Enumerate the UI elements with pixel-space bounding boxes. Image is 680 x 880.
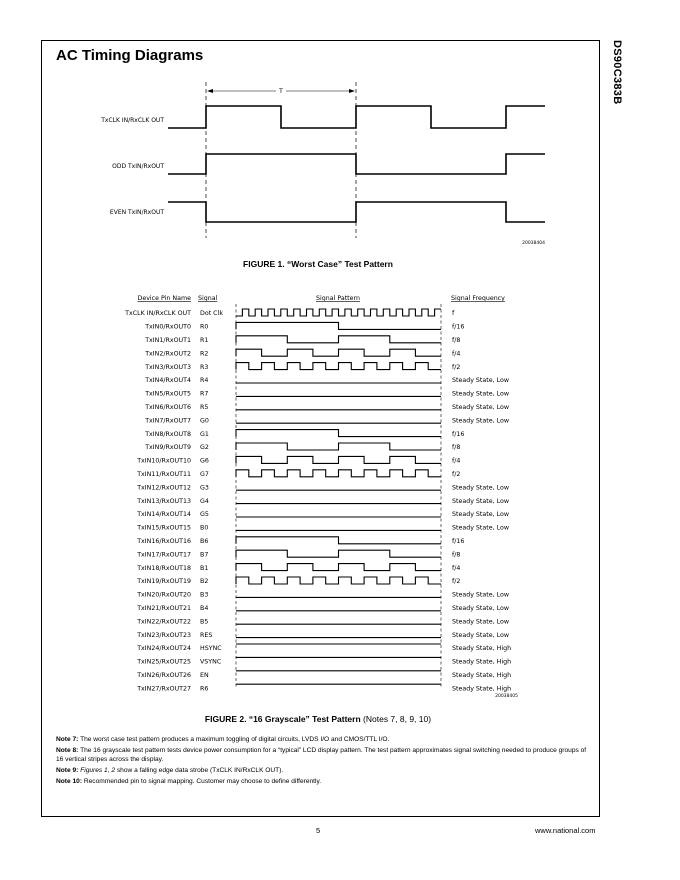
fig1-period-label: T [279, 88, 283, 95]
fig2-signal-name: R4 [200, 377, 209, 385]
fig2-signal-name: G7 [200, 471, 209, 478]
fig2-pin-name: TxIN25/RxOUT25 [137, 658, 191, 666]
fig2-signal-frequency: Steady State, Low [452, 605, 509, 612]
fig2-signal-name: B0 [200, 524, 209, 532]
fig2-pin-name: TxIN11/RxOUT11 [137, 471, 191, 478]
fig2-signal-name: R6 [200, 685, 209, 693]
fig2-signal-name: R0 [200, 323, 209, 331]
fig2-signal-frequency: Steady State, High [452, 645, 512, 653]
fig2-header-freq: Signal Frequency [451, 295, 505, 302]
fig2-signal-frequency: Steady State, High [452, 658, 512, 666]
fig2-pin-name: TxIN2/RxOUT2 [145, 350, 191, 358]
fig2-waveform [236, 443, 441, 450]
fig2-waveform [236, 363, 441, 370]
fig2-signal-frequency: Steady State, Low [452, 618, 509, 626]
fig2-signal-name: R1 [200, 337, 209, 344]
fig2-signal-name: G4 [200, 497, 209, 505]
fig2-signal-frequency: f/8 [452, 551, 461, 559]
note-9: Note 9: Figures 1, 2 show a falling edge data strobe (TxCLK IN/RxCLK OUT). [56, 767, 284, 774]
fig2-signal-name: G6 [200, 457, 209, 465]
fig2-waveform [236, 430, 441, 437]
fig2-waveform [236, 550, 441, 557]
fig2-signal-name: B6 [200, 538, 209, 545]
fig2-signal-name: B4 [200, 605, 209, 612]
fig2-signal-name: G3 [200, 484, 209, 492]
fig2-waveform [236, 349, 441, 356]
fig2-signal-frequency: Steady State, Low [452, 497, 509, 505]
fig1-signal-label: TxCLK IN/RxCLK OUT [101, 117, 164, 124]
fig2-pin-name: TxIN0/RxOUT0 [145, 323, 191, 331]
fig2-pin-name: TxIN13/RxOUT13 [137, 497, 191, 505]
fig2-signal-frequency: Steady State, Low [452, 377, 509, 385]
fig2-signal-frequency: Steady State, Low [452, 390, 509, 398]
fig2-pin-name: TxIN5/RxOUT5 [145, 390, 191, 398]
fig2-waveform [236, 577, 441, 584]
fig2-signal-name: HSYNC [200, 645, 222, 653]
fig2-pin-name: TxIN6/RxOUT6 [145, 404, 191, 411]
fig2-pin-name: TxIN21/RxOUT21 [137, 605, 191, 612]
fig2-pin-name: TxIN19/RxOUT19 [137, 578, 191, 586]
fig2-pin-name: TxIN4/RxOUT4 [145, 377, 191, 385]
fig2-pin-name: TxIN12/RxOUT12 [137, 484, 191, 492]
fig2-pin-name: TxIN24/RxOUT24 [137, 645, 191, 653]
fig2-waveform [236, 564, 441, 571]
fig2-pin-name: TxIN18/RxOUT18 [137, 564, 191, 572]
fig2-pin-name: TxIN23/RxOUT23 [137, 631, 191, 639]
fig2-signal-frequency: f/2 [452, 363, 461, 371]
fig2-signal-frequency: Steady State, Low [452, 417, 509, 425]
fig2-signal-name: B3 [200, 591, 209, 599]
fig2-signal-name: B5 [200, 618, 209, 626]
fig2-header-signal: Signal [198, 295, 218, 302]
figure1-caption-text: FIGURE 1. “Worst Case” Test Pattern [243, 259, 393, 269]
fig2-waveform [236, 470, 441, 477]
fig2-signal-frequency: f/4 [452, 457, 461, 465]
page-title: AC Timing Diagrams [56, 47, 204, 64]
fig2-header-pin: Device Pin Name [137, 295, 191, 302]
fig2-pin-name: TxIN20/RxOUT20 [137, 591, 191, 599]
fig2-ref-id: 20038405 [495, 694, 518, 699]
fig2-signal-frequency: Steady State, Low [452, 524, 509, 532]
fig2-signal-frequency: f/4 [452, 350, 461, 358]
fig2-waveform [236, 309, 441, 316]
fig2-pin-name: TxIN16/RxOUT16 [137, 538, 191, 545]
fig2-pin-name: TxIN26/RxOUT26 [137, 672, 191, 679]
fig2-signal-frequency: f/8 [452, 444, 461, 452]
fig2-pin-name: TxCLK IN/RxCLK OUT [125, 310, 191, 318]
fig2-signal-frequency: f/2 [452, 471, 461, 478]
fig2-signal-name: B1 [200, 564, 209, 572]
page-number: 5 [316, 826, 321, 835]
notes-section [56, 735, 591, 788]
fig1-signal-label: EVEN TxIN/RxOUT [109, 209, 164, 216]
part-number-side-label: DS90C383B [611, 40, 623, 105]
fig2-signal-frequency: f/16 [452, 323, 465, 331]
fig2-signal-name: R2 [200, 350, 209, 358]
fig2-signal-name: G2 [200, 444, 209, 452]
fig2-signal-frequency: Steady State, Low [452, 484, 509, 492]
fig2-signal-frequency: Steady State, Low [452, 591, 509, 599]
fig2-waveform [236, 322, 441, 329]
fig2-signal-frequency: f/16 [452, 538, 465, 545]
fig2-pin-name: TxIN14/RxOUT14 [137, 511, 191, 519]
fig2-pin-name: TxIN10/RxOUT10 [137, 457, 191, 465]
fig2-pin-name: TxIN9/RxOUT9 [145, 444, 191, 452]
fig2-signal-frequency: Steady State, High [452, 672, 512, 679]
fig2-signal-name: B2 [200, 578, 209, 586]
fig2-signal-name: G5 [200, 511, 209, 519]
website-link[interactable]: www.national.com [535, 826, 596, 835]
fig2-signal-name: G1 [200, 430, 209, 438]
fig2-signal-frequency: f/4 [452, 564, 461, 572]
fig2-waveform [236, 537, 441, 544]
fig2-signal-name: R7 [200, 390, 209, 398]
note-7: Note 7: The worst case test pattern produces a maximum toggling of digital circuits, LVDS I/O and CMOS/TTL I/O. [56, 736, 390, 743]
fig2-signal-name: B7 [200, 551, 209, 559]
note-8: Note 8: The 16 grayscale test pattern tests device power consumption for a “typical” LCD display pattern. The test pattern approximates signal switching needed to produce groups of 16 vertical stripes across the display. [56, 747, 587, 763]
fig2-pin-name: TxIN22/RxOUT22 [137, 618, 191, 626]
fig2-signal-name: R3 [200, 363, 209, 371]
fig2-signal-frequency: Steady State, Low [452, 631, 509, 639]
fig2-pin-name: TxIN15/RxOUT15 [137, 524, 191, 532]
fig2-signal-frequency: Steady State, Low [452, 404, 509, 411]
fig2-signal-frequency: f/8 [452, 337, 461, 344]
fig1-ref-id: 20038404 [522, 241, 545, 246]
figure2-caption-text: FIGURE 2. “16 Grayscale” Test Pattern [204, 714, 361, 724]
note-10: Note 10: Recommended pin to signal mapping. Customer may choose to define differently. [56, 778, 322, 785]
figure2-caption-notes: (Notes 7, 8, 9, 10) [363, 714, 432, 724]
fig2-waveform [236, 336, 441, 343]
fig2-pin-name: TxIN17/RxOUT17 [137, 551, 191, 559]
fig2-signal-frequency: f/16 [452, 430, 465, 438]
fig2-pin-name: TxIN8/RxOUT8 [145, 430, 191, 438]
fig2-signal-name: R5 [200, 404, 209, 411]
fig2-signal-name: Dot Clk [200, 310, 223, 318]
figure2-caption [0, 714, 636, 724]
fig2-pin-name: TxIN7/RxOUT7 [145, 417, 191, 425]
fig2-header-pattern: Signal Pattern [316, 295, 360, 302]
fig2-waveform [236, 456, 441, 463]
fig2-signal-frequency: f [452, 310, 455, 318]
fig1-signal-label: ODD TxIN/RxOUT [112, 163, 164, 170]
fig2-pin-name: TxIN27/RxOUT27 [137, 685, 191, 693]
fig2-signal-name: EN [200, 672, 209, 679]
fig2-pin-name: TxIN1/RxOUT1 [145, 337, 191, 344]
fig2-signal-frequency: f/2 [452, 578, 461, 586]
fig2-signal-frequency: Steady State, High [452, 685, 512, 693]
fig2-signal-frequency: Steady State, Low [452, 511, 509, 519]
fig2-signal-name: RES [200, 631, 213, 639]
fig2-signal-name: G0 [200, 417, 209, 425]
fig2-pin-name: TxIN3/RxOUT3 [145, 363, 191, 371]
fig2-signal-name: VSYNC [200, 658, 222, 666]
